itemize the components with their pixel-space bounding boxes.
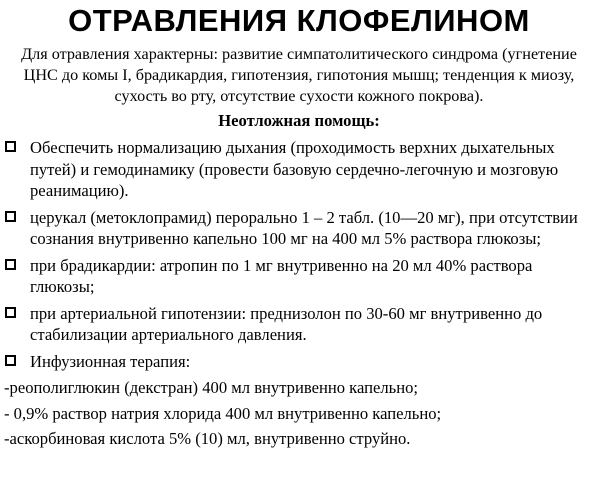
list-item-text: Инфузионная терапия: <box>30 351 191 371</box>
infusion-line: -аскорбиновая кислота 5% (10) мл, внутривенно струйно. <box>4 429 411 448</box>
page-title: ОТРАВЛЕНИЯ КЛОФЕЛИНОМ <box>68 3 530 38</box>
list-item <box>4 255 594 298</box>
checkbox-square-icon <box>5 307 16 318</box>
infusion-line: -реополиглюкин (декстран) 400 мл внутривенно капельно; <box>4 378 418 397</box>
list-item-text: при артериальной гипотензии: преднизолон по 30-60 мг внутривенно до стабилизации артериального давления. <box>30 303 543 344</box>
infusion-line: - 0,9% раствор натрия хлорида 400 мл внутривенно капельно; <box>4 403 442 423</box>
list-item <box>4 303 594 346</box>
checkbox-square-icon <box>5 259 16 270</box>
list-item <box>4 137 594 202</box>
section-heading: Неотложная помощь: <box>218 111 380 130</box>
list-item-text: при брадикардии: атропин по 1 мг внутривенно на 20 мл 40% раствора глюкозы; <box>30 255 533 296</box>
checkbox-square-icon <box>5 141 16 152</box>
list-item <box>4 351 594 373</box>
intro-paragraph: Для отравления характерны: развитие симпатолитического синдрома (угнетение ЦНС до комы I, брадикардия, гипотензия, гипотония мышц; тенденция к миозу, сухость во рту, отсутствие сухости кожного покрова). <box>21 45 577 105</box>
list-item-text: Обеспечить нормализацию дыхания (проходимость верхних дыхательных путей) и гемодинамику (провести базовую сердечно-легочную и мозговую реанимацию). <box>30 138 559 200</box>
list-item <box>4 207 594 250</box>
list-item-text: церукал (метоклопрамид) перорально 1 – 2 табл. (10—20 мг), при отсутствии сознания внутривенно капельно 100 мг на 400 мл 5% раствора глюкозы; <box>30 207 578 248</box>
checkbox-square-icon <box>5 355 16 366</box>
checkbox-square-icon <box>5 211 16 222</box>
